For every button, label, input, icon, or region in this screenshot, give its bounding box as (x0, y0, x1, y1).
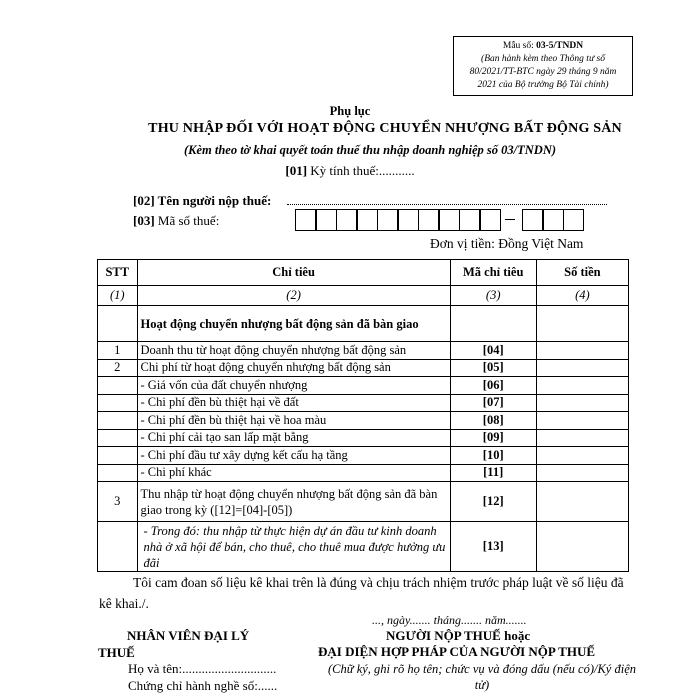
agent-cert: Chứng chỉ hành nghề số:...... (128, 678, 278, 693)
table-row (98, 447, 629, 465)
commitment-text: Tôi cam đoan số liệu kê khai trên là đúng và chịu trách nhiệm trước pháp luật về số liệu đã kê khai./. (99, 575, 624, 611)
form-code: Mẫu số: 03-5/TNDN (502, 41, 584, 51)
taxpayer-name-field[interactable] (287, 204, 607, 205)
row-code: [08] (450, 412, 536, 430)
row-label: - Chi phí đền bù thiệt hại về hoa màu (137, 412, 450, 430)
row-label: Thu nhập từ hoạt động chuyển nhượng bất động sản đã bàn giao trong kỳ ([12]=[04]-[05]) (137, 482, 450, 522)
page-subtitle: (Kèm theo tờ khai quyết toán thuế thu nhập doanh nghiệp số 03/TNDN) (183, 143, 557, 157)
header-stt: STT (98, 260, 138, 286)
tax-id-digit-box[interactable] (316, 209, 337, 231)
row-stt (98, 447, 138, 465)
row-stt (98, 377, 138, 395)
tax-id-digit-box[interactable] (398, 209, 419, 231)
row-label: - Chi phí cải tạo san lấp mặt bằng (137, 429, 450, 447)
amount-cell[interactable] (536, 522, 628, 572)
tax-id-digit-box[interactable] (543, 209, 564, 231)
tax-id-digit-box[interactable] (563, 209, 584, 231)
taxpayer-name-label: [02] Tên người nộp thuế: (133, 193, 272, 208)
row-label: - Chi phí đền bù thiệt hại về đất (137, 394, 450, 412)
table-row (98, 429, 629, 447)
amount-cell[interactable] (536, 377, 628, 395)
row-code: [11] (450, 464, 536, 482)
amount-cell[interactable] (536, 429, 628, 447)
tax-id-digit-box[interactable] (522, 209, 543, 231)
row-code: [13] (450, 522, 536, 572)
row-stt (98, 412, 138, 430)
amount-cell[interactable] (536, 412, 628, 430)
tax-id-digit-box[interactable] (480, 209, 501, 231)
colnum: (1) (98, 286, 138, 306)
date-line: ..., ngày....... tháng....... năm....... (372, 613, 527, 627)
tax-id-digit-box[interactable] (357, 209, 378, 231)
tax-id-digit-box[interactable] (336, 209, 357, 231)
row-code: [07] (450, 394, 536, 412)
row-code: [06] (450, 377, 536, 395)
colnum: (3) (450, 286, 536, 306)
row-stt: 1 (98, 342, 138, 360)
tax-id-digit-box[interactable] (459, 209, 480, 231)
row-code: [12] (450, 482, 536, 522)
amount-cell[interactable] (536, 447, 628, 465)
row-code: [09] (450, 429, 536, 447)
row-stt: 3 (98, 482, 138, 522)
tax-id-dash (505, 219, 515, 220)
row-stt (98, 394, 138, 412)
tax-id-digit-box[interactable] (439, 209, 460, 231)
row-label: Doanh thu từ hoạt động chuyển nhượng bất động sản (137, 342, 450, 360)
tax-period: [01] Kỳ tính thuế:........... (285, 163, 415, 178)
table-row (98, 359, 629, 377)
row-stt (98, 464, 138, 482)
table-row (98, 412, 629, 430)
table-row (98, 394, 629, 412)
table-row (98, 342, 629, 360)
row-code: [05] (450, 359, 536, 377)
income-table (97, 259, 629, 572)
tax-id-label: [03] Mã số thuế: (133, 213, 220, 228)
amount-cell[interactable] (536, 482, 628, 522)
currency-unit: Đơn vị tiền: Đồng Việt Nam (430, 236, 584, 251)
row-label: Chi phí từ hoạt động chuyển nhượng bất động sản (137, 359, 450, 377)
appendix-label: Phụ lục (329, 104, 371, 118)
row-label: - Trong đó: thu nhập từ thực hiện dự án đầu tư kinh doanh nhà ở xã hội để bán, cho thuê, cho thuê mua được hưởng ưu đãi (137, 522, 450, 572)
form-code-box (453, 36, 633, 96)
row-code: [04] (450, 342, 536, 360)
row-code: [10] (450, 447, 536, 465)
header-code: Mã chỉ tiêu (450, 260, 536, 286)
section-title: Hoạt động chuyển nhượng bất động sản đã bàn giao (137, 306, 450, 342)
row-label: - Chi phí đầu tư xây dựng kết cấu hạ tầng (137, 447, 450, 465)
agent-title-1: NHÂN VIÊN ĐẠI LÝ (127, 628, 250, 643)
signer-title-2: ĐẠI DIỆN HỢP PHÁP CỦA NGƯỜI NỘP THUẾ (318, 644, 595, 659)
amount-cell[interactable] (536, 464, 628, 482)
colnum: (4) (536, 286, 628, 306)
header-indicator: Chỉ tiêu (137, 260, 450, 286)
tax-id-digit-box[interactable] (418, 209, 439, 231)
row-label: - Chi phí khác (137, 464, 450, 482)
form-note-line-1: (Ban hành kèm theo Thông tư số (481, 54, 605, 64)
table-row (98, 464, 629, 482)
agent-name: Họ và tên:............................. (128, 661, 277, 676)
amount-cell[interactable] (536, 394, 628, 412)
amount-cell[interactable] (536, 342, 628, 360)
tax-id-digit-box[interactable] (295, 209, 316, 231)
signer-note: (Chữ ký, ghi rõ họ tên; chức vụ và đóng dấu (nếu có)/Ký điện tử) (328, 662, 636, 692)
colnum: (2) (137, 286, 450, 306)
row-stt (98, 429, 138, 447)
row-label: - Giá vốn của đất chuyển nhượng (137, 377, 450, 395)
table-row (98, 377, 629, 395)
agent-title-2: THUẾ (98, 645, 135, 660)
tax-id-digit-box[interactable] (377, 209, 398, 231)
form-note-line-2: 80/2021/TT-BTC ngày 29 tháng 9 năm (469, 67, 617, 77)
row-stt: 2 (98, 359, 138, 377)
form-note-line-3: 2021 của Bộ trưởng Bộ Tài chính) (477, 80, 609, 90)
header-amount: Số tiền (536, 260, 628, 286)
page-title: THU NHẬP ĐỐI VỚI HOẠT ĐỘNG CHUYỂN NHƯỢNG BẤT ĐỘNG SẢN (148, 121, 622, 136)
amount-cell[interactable] (536, 359, 628, 377)
signer-title-1: NGƯỜI NỘP THUẾ hoặc (386, 628, 531, 643)
